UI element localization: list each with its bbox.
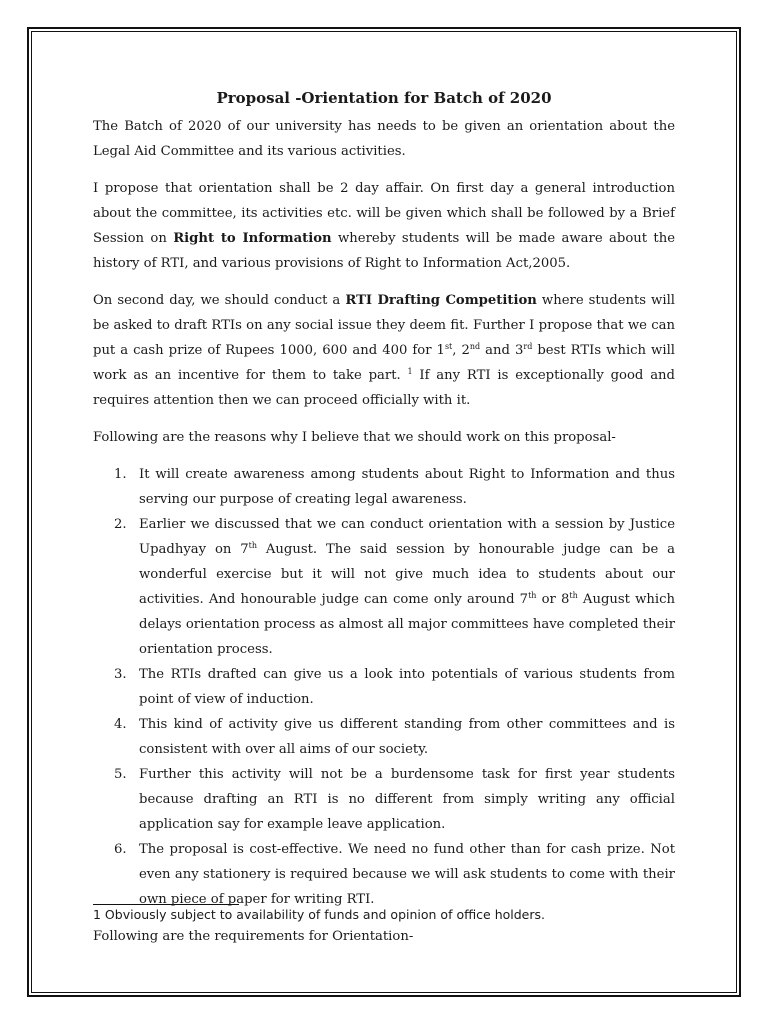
reasons-list bbox=[93, 462, 675, 912]
list-item: 5. Further this activity will not be a burdensome task for first year students because drafting an RTI is no different from simply writing any official application say for example leave application. bbox=[114, 767, 675, 832]
footnote-text: 1 Obviously subject to availability of funds and opinion of office holders. bbox=[93, 907, 546, 922]
paragraph-day-two: On second day, we should conduct a RTI Drafting Competition where students will be asked to draft RTIs on any social issue they deem fit. Further I propose that we can put a cash prize of Rupees 1000, 600 and 400 for 1st, 2nd and 3rd best RTIs which will work as an incentive for them to take part. $^1$ If any RTI is exceptionally good and requires attention then we can proceed officially with it. bbox=[93, 293, 676, 408]
list-item: 1. It will create awareness among students about Right to Information and thus serving our purpose of creating legal awareness. bbox=[114, 467, 675, 507]
paragraph-day-one: I propose that orientation shall be 2 day affair. On first day a general introduction about the committee, its activities etc. will be given which shall be followed by a Brief Session on Right to Information whereby students will be made aware about the history of RTI, and various provisions of Right to Information Act,2005. bbox=[93, 181, 676, 271]
footnote-reference: 1 bbox=[407, 367, 413, 376]
document-body bbox=[93, 86, 675, 961]
paragraph-intro: The Batch of 2020 of our university has needs to be given an orientation about the Legal Aid Committee and its various activities. bbox=[93, 119, 675, 159]
list-item: 3. The RTIs drafted can give us a look into potentials of various students from point of view of induction. bbox=[114, 667, 675, 707]
list-item: 4. This kind of activity give us different standing from other committees and is consistent with over all aims of our society. bbox=[114, 717, 675, 757]
list-item: 2. Earlier we discussed that we can conduct orientation with a session by Justice Upadhyay on 7th August. The said session by honourable judge can be a wonderful exercise but it will not give much idea to students about our activities. And honourable judge can come only around 7th or 8th August which delays orientation process as almost all major committees have completed their orientation process. bbox=[114, 517, 675, 657]
bold-rti-drafting-competition: RTI Drafting Competition bbox=[345, 293, 537, 308]
footnote-separator bbox=[93, 904, 239, 905]
bold-right-to-information: Right to Information bbox=[173, 231, 332, 246]
document-title: Proposal -Orientation for Batch of 2020 bbox=[216, 89, 552, 107]
reasons-intro: Following are the reasons why I believe that we should work on this proposal- bbox=[93, 430, 616, 445]
list-item: 6. The proposal is cost-effective. We need no fund other than for cash prize. Not even any stationery is required because we will ask students to come with their own piece of paper for writing RTI. bbox=[114, 842, 675, 907]
requirements-intro: Following are the requirements for Orientation- bbox=[93, 929, 414, 944]
